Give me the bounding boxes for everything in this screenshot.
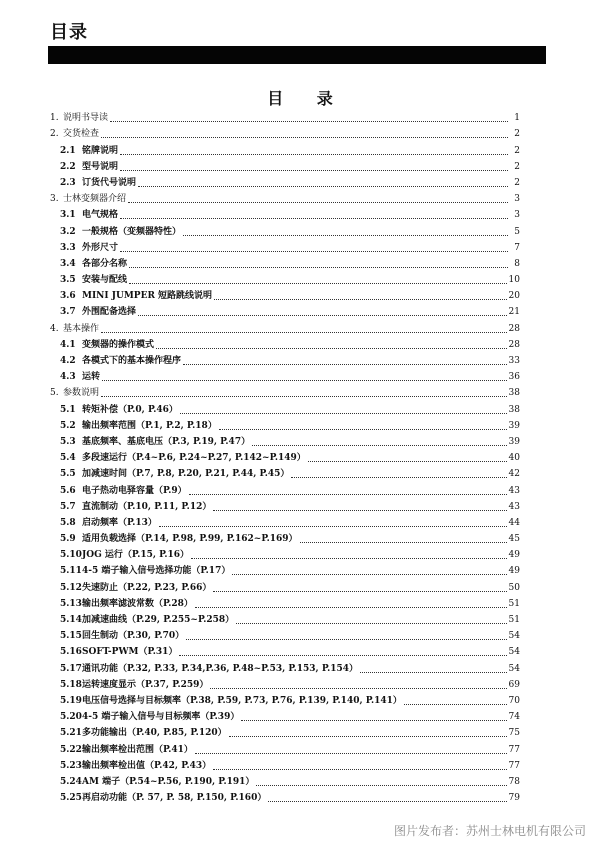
toc-entry-page: 78 — [508, 776, 520, 787]
toc-entry[interactable] — [50, 270, 520, 286]
toc-entry-title: 加减速曲线（P.29, P.255~P.258） — [82, 615, 235, 625]
toc-entry-title: 铭牌说明 — [82, 145, 119, 156]
toc-entry[interactable] — [50, 448, 520, 464]
toc-entry[interactable] — [50, 205, 520, 221]
toc-leader-dots — [110, 121, 508, 122]
toc-entry-title: 各模式下的基本操作程序 — [82, 356, 182, 366]
toc-entry-title: 安装与配线 — [82, 275, 128, 286]
toc-entry[interactable] — [50, 497, 520, 513]
toc-entry[interactable] — [50, 642, 520, 658]
toc-entry-page: 7 — [514, 242, 520, 253]
toc-entry-number: 3.6 — [60, 291, 76, 302]
page-header-title: 目录 — [50, 22, 88, 43]
toc-entry-page: 77 — [508, 744, 520, 755]
toc-entry-page: 3 — [514, 194, 520, 205]
toc-entry-page: 42 — [508, 469, 520, 480]
toc-entry[interactable] — [50, 367, 520, 383]
toc-leader-dots — [101, 137, 508, 138]
toc-entry-number: 5.23 — [60, 760, 82, 771]
footer-credit: 图片发布者：苏州士林电机有限公司 — [393, 824, 586, 838]
toc-entry-number: 4.3 — [60, 372, 76, 383]
toc-entry-title: 电气规格 — [82, 210, 119, 221]
toc-entry-title: 变频器的操作模式 — [82, 339, 155, 350]
toc-leader-dots — [300, 542, 507, 543]
toc-entry-page: 45 — [508, 534, 520, 545]
toc-entry-title: 输出频率滤波常数（P.28） — [82, 598, 193, 609]
toc-entry-title: 启动频率（P.13） — [82, 517, 157, 528]
toc-entry-title: 电压信号选择与目标频率（P.38, P.59, P.73, P.76, P.139, P.140, P.141） — [82, 695, 402, 706]
toc-entry-title: 一般规格（变频器特性） — [82, 226, 182, 237]
toc-leader-dots — [191, 558, 506, 559]
toc-leader-dots — [189, 494, 507, 495]
toc-leader-dots — [128, 202, 508, 203]
toc-entry[interactable] — [50, 561, 520, 577]
toc-entry-number: 5.18 — [60, 679, 82, 690]
toc-entry-number: 5.5 — [60, 469, 76, 480]
toc-entry-number: 5.25 — [60, 793, 82, 804]
toc-entry-number: 5.15 — [60, 631, 82, 642]
toc-leader-dots — [404, 704, 507, 705]
toc-leader-dots — [129, 283, 507, 284]
toc-entry-page: 2 — [514, 129, 520, 140]
toc-entry-page: 39 — [508, 420, 520, 431]
toc-leader-dots — [156, 348, 507, 349]
toc-leader-dots — [186, 639, 506, 640]
toc-leader-dots — [101, 332, 507, 333]
toc-entry-number: 5.2 — [60, 420, 76, 431]
toc-leader-dots — [195, 753, 507, 754]
toc-entry-page: 20 — [508, 291, 520, 302]
toc-entry[interactable] — [50, 739, 520, 755]
toc-entry-page: 2 — [514, 161, 520, 172]
toc-entry-page: 43 — [508, 485, 520, 496]
toc-entry-title: JOG 运行（P.15, P.16） — [82, 550, 190, 561]
toc-entry-page: 10 — [508, 275, 520, 286]
toc-entry-title: 加减速时间（P.7, P.8, P.20, P.21, P.44, P.45） — [82, 469, 290, 480]
toc-entry-number: 3. — [50, 194, 59, 205]
toc-entry-number: 3.2 — [60, 226, 76, 237]
toc-entry[interactable] — [50, 351, 520, 367]
toc-leader-dots — [213, 510, 506, 511]
toc-leader-dots — [101, 396, 507, 397]
toc-entry-title: 多功能输出（P.40, P.85, P.120） — [82, 728, 227, 739]
toc-entry-number: 5.17 — [60, 663, 82, 674]
toc-entry[interactable] — [50, 335, 520, 351]
toc-entry-number: 2.1 — [60, 145, 76, 156]
toc-entry-title: 士林变频器介绍 — [63, 194, 127, 205]
toc-entry-title: 转矩补偿（P.0, P.46） — [82, 404, 178, 415]
toc-leader-dots — [183, 364, 507, 365]
toc-leader-dots — [360, 672, 507, 673]
toc-entry-page: 38 — [508, 388, 520, 399]
toc-entry-number: 5.11 — [60, 566, 82, 577]
toc-entry-title: MINI JUMPER 短路跳线说明 — [82, 291, 213, 302]
toc-entry-page: 54 — [508, 647, 520, 658]
toc-entry-number: 5.7 — [60, 501, 76, 512]
toc-entry-title: 基本操作 — [63, 323, 100, 334]
toc-entry-number: 5.1 — [60, 404, 76, 415]
toc-leader-dots — [138, 186, 508, 187]
toc-entry-title: 交货检查 — [63, 129, 100, 140]
toc-entry-page: 77 — [508, 760, 520, 771]
toc-entry-title: 回生制动（P.30, P.70） — [82, 631, 185, 642]
toc-leader-dots — [120, 154, 508, 155]
toc-entry-number: 5.13 — [60, 598, 82, 609]
toc-entry-number: 5.20 — [60, 712, 82, 723]
toc-entry-title: 电子热动电驿容量（P.9） — [82, 485, 187, 496]
toc-entry-page: 28 — [508, 339, 520, 350]
toc-entry-number: 2. — [50, 129, 59, 140]
toc-entry[interactable] — [50, 286, 520, 302]
toc-entry[interactable] — [50, 545, 520, 561]
toc-entry-number: 5.16 — [60, 647, 82, 658]
toc-entry-page: 1 — [514, 113, 520, 124]
toc-entry[interactable] — [50, 707, 520, 723]
toc-entry-title: 通讯功能（P.32, P.33, P.34,P.36, P.48~P.53, P.153, P.154） — [82, 663, 359, 674]
toc-title: 目 录 — [267, 89, 347, 108]
toc-entry[interactable] — [50, 189, 520, 205]
toc-entry-title: 基底频率、基底电压（P.3, P.19, P.47） — [82, 436, 251, 447]
toc-entry[interactable] — [50, 513, 520, 529]
toc-entry-number: 5.8 — [60, 517, 76, 528]
toc-entry-number: 5.6 — [60, 485, 76, 496]
toc-entry[interactable] — [50, 723, 520, 739]
toc-entry-title: 4-5 端子输入信号与目标频率（P.39） — [82, 712, 240, 723]
toc-entry-number: 5.12 — [60, 582, 82, 593]
toc-entry-page: 49 — [508, 566, 520, 577]
toc-entry-title: 运转 — [82, 372, 101, 383]
toc-leader-dots — [120, 251, 508, 252]
toc-entry-page: 43 — [508, 501, 520, 512]
toc-leader-dots — [183, 235, 508, 236]
toc-entry[interactable] — [50, 594, 520, 610]
toc-entry-page: 2 — [514, 145, 520, 156]
toc-leader-dots — [291, 477, 506, 478]
toc-entry-title: 失速防止（P.22, P.23, P.66） — [82, 582, 212, 593]
toc-entry-page: 75 — [508, 728, 520, 739]
toc-entry[interactable] — [50, 173, 520, 189]
toc-leader-dots — [180, 413, 507, 414]
toc-leader-dots — [268, 801, 506, 802]
toc-entry-page: 69 — [508, 679, 520, 690]
toc-entry[interactable] — [50, 788, 520, 804]
toc-entry-title: 输出频率范围（P.1, P.2, P.18） — [82, 420, 217, 431]
toc-leader-dots — [195, 607, 507, 608]
toc-entry[interactable] — [50, 383, 520, 399]
toc-entry-number: 5.14 — [60, 615, 82, 625]
toc-entry-page: 79 — [508, 793, 520, 804]
toc-entry-title: 输出频率检出值（P.42, P.43） — [82, 760, 212, 771]
toc-entry-title: AM 端子（P.54~P.56, P.190, P.191） — [82, 776, 255, 787]
toc-entry-number: 5.4 — [60, 453, 76, 464]
toc-entry-page: 8 — [514, 258, 520, 269]
toc-entry-number: 4. — [50, 323, 59, 334]
toc-entry-page: 36 — [508, 372, 520, 383]
toc-entry-title: 外围配备选择 — [82, 307, 137, 318]
toc-entry-number: 5.19 — [60, 695, 82, 706]
toc-entry[interactable] — [50, 464, 520, 480]
toc-entry-number: 5. — [50, 388, 59, 399]
toc-entry-title: SOFT-PWM（P.31） — [82, 647, 178, 658]
toc-leader-dots — [129, 267, 508, 268]
toc-entry[interactable] — [50, 610, 520, 626]
toc-entry[interactable] — [50, 221, 520, 237]
toc-entry[interactable] — [50, 157, 520, 173]
toc-entry-title: 参数说明 — [63, 388, 100, 399]
header-bar — [48, 46, 546, 64]
toc-entry-title: 订货代号说明 — [82, 177, 137, 188]
toc-entry-number: 5.21 — [60, 728, 82, 739]
toc-entry[interactable] — [50, 432, 520, 448]
toc-entry-page: 51 — [508, 598, 520, 609]
toc-entry-number: 3.5 — [60, 275, 76, 286]
toc-entry-number: 5.24 — [60, 776, 82, 787]
toc-entry-page: 74 — [508, 712, 520, 723]
toc-entry-page: 3 — [514, 210, 520, 221]
toc-entry[interactable] — [50, 124, 520, 140]
toc-entry-number: 2.3 — [60, 177, 76, 188]
toc-entry[interactable] — [50, 658, 520, 674]
toc-entry[interactable] — [50, 318, 520, 334]
toc-entry-number: 3.1 — [60, 210, 76, 221]
toc-leader-dots — [213, 769, 506, 770]
toc-entry[interactable] — [50, 691, 520, 707]
toc-entry-number: 4.2 — [60, 356, 76, 366]
toc-entry-page: 40 — [508, 453, 520, 464]
toc-entry-page: 2 — [514, 177, 520, 188]
toc-entry-page: 21 — [508, 307, 520, 318]
toc-entry-number: 1. — [50, 113, 59, 124]
toc-entry-title: 输出频率检出范围（P.41） — [82, 744, 193, 755]
toc-leader-dots — [120, 170, 508, 171]
toc-entry[interactable] — [50, 772, 520, 788]
toc-entry-page: 49 — [508, 550, 520, 561]
toc-entry-number: 5.3 — [60, 436, 76, 447]
toc-entry-page: 44 — [508, 517, 520, 528]
toc-entry-title: 再启动功能（P. 57, P. 58, P.150, P.160） — [82, 793, 267, 804]
toc-leader-dots — [219, 429, 507, 430]
toc-leader-dots — [308, 461, 507, 462]
toc-leader-dots — [138, 315, 507, 316]
toc-leader-dots — [256, 785, 506, 786]
toc-entry[interactable] — [50, 399, 520, 415]
toc-entry-page: 33 — [508, 356, 520, 366]
toc-entry[interactable] — [50, 626, 520, 642]
toc-entry-number: 5.9 — [60, 534, 76, 545]
toc-entry-number: 5.22 — [60, 744, 82, 755]
toc-entry-title: 多段速运行（P.4~P.6, P.24~P.27, P.142~P.149） — [82, 453, 306, 464]
toc-entry[interactable] — [50, 254, 520, 270]
toc-entry[interactable] — [50, 416, 520, 432]
toc-entry-title: 4-5 端子输入信号选择功能（P.17） — [82, 566, 231, 577]
toc-leader-dots — [236, 623, 506, 624]
toc-entry-title: 外形尺寸 — [82, 242, 119, 253]
toc-entry-page: 39 — [508, 436, 520, 447]
toc-leader-dots — [241, 720, 506, 721]
toc-entry[interactable] — [50, 108, 520, 124]
toc-leader-dots — [120, 218, 508, 219]
toc-leader-dots — [102, 380, 507, 381]
toc-entry[interactable] — [50, 140, 520, 156]
table-of-contents — [50, 108, 520, 804]
toc-entry-title: 运转速度显示（P.37, P.259） — [82, 679, 209, 690]
toc-entry-page: 54 — [508, 663, 520, 674]
toc-leader-dots — [179, 655, 506, 656]
toc-entry[interactable] — [50, 756, 520, 772]
toc-entry-page: 70 — [508, 695, 520, 706]
toc-leader-dots — [252, 445, 506, 446]
toc-entry-page: 50 — [508, 582, 520, 593]
toc-entry-title: 各部分名称 — [82, 258, 128, 269]
toc-entry[interactable] — [50, 302, 520, 318]
toc-leader-dots — [229, 736, 507, 737]
toc-leader-dots — [159, 526, 507, 527]
toc-entry-page: 38 — [508, 404, 520, 415]
toc-entry[interactable] — [50, 480, 520, 496]
toc-leader-dots — [214, 299, 506, 300]
toc-entry-number: 3.3 — [60, 242, 76, 253]
toc-entry[interactable] — [50, 577, 520, 593]
toc-entry-page: 51 — [508, 615, 520, 625]
toc-entry-number: 3.7 — [60, 307, 76, 318]
toc-leader-dots — [232, 574, 506, 575]
toc-entry[interactable] — [50, 675, 520, 691]
toc-entry-title: 直流制动（P.10, P.11, P.12） — [82, 501, 212, 512]
toc-entry-page: 28 — [508, 323, 520, 334]
toc-entry-number: 5.10 — [60, 550, 82, 561]
toc-entry-number: 3.4 — [60, 258, 76, 269]
toc-entry-title: 适用负载选择（P.14, P.98, P.99, P.162~P.169） — [82, 534, 298, 545]
toc-entry[interactable] — [50, 238, 520, 254]
toc-entry[interactable] — [50, 529, 520, 545]
toc-entry-number: 2.2 — [60, 161, 76, 172]
toc-entry-number: 4.1 — [60, 339, 76, 350]
toc-entry-page: 54 — [508, 631, 520, 642]
toc-entry-page: 5 — [514, 226, 520, 237]
toc-leader-dots — [210, 688, 506, 689]
toc-entry-title: 型号说明 — [82, 161, 119, 172]
toc-leader-dots — [213, 591, 506, 592]
toc-entry-title: 说明书导读 — [63, 113, 109, 124]
